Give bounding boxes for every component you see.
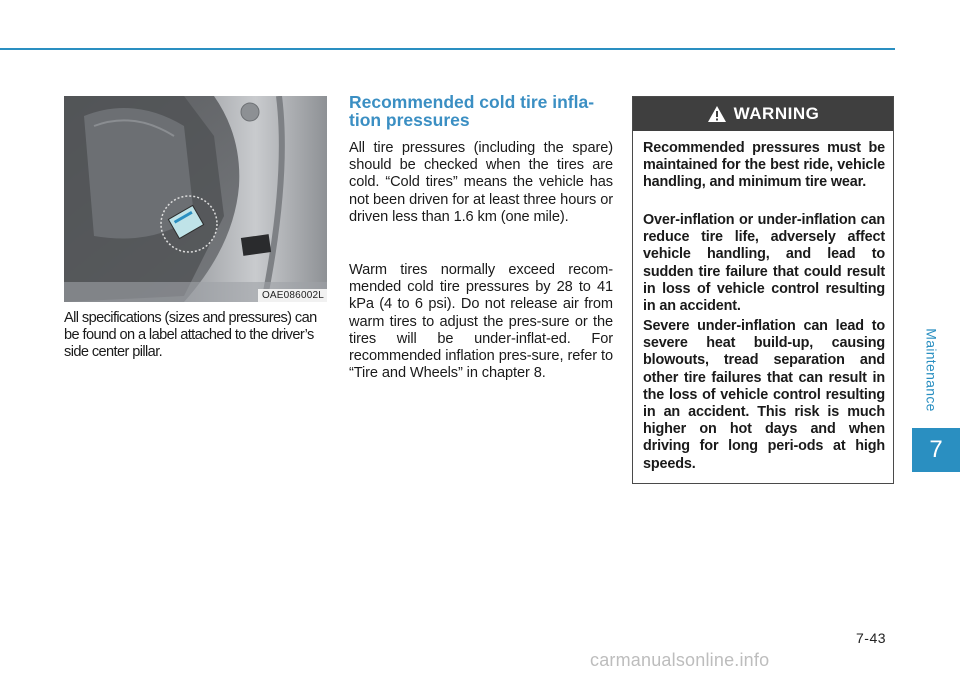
door-pillar-illustration (64, 96, 327, 302)
pillar-label-text: All specifications (sizes and pressures) can be found on a label attached to the driver’s side center pillar. (64, 310, 317, 360)
warning-paragraph-2: Over-inflation or under-inflation can reduce tire life, adversely affect vehicle handling, and lead to sudden tire failure that could result in loss of vehicle control resulting in an accident. (643, 212, 885, 315)
warning-paragraph-3: Severe under-inflation can lead to severe heat build-up, causing blowouts, tread separation and other tire failures that can result in the loss of vehicle control resulting in an accident. This risk is much higher on hot days and when driving for long peri-ods at high speeds. (643, 318, 885, 472)
warning-heading: WARNING (733, 104, 820, 123)
warning-header (633, 97, 893, 131)
photo-code: OAE086002L (258, 289, 327, 302)
section-side-label (914, 315, 950, 425)
body-paragraph-1: All tire pressures (including the spare) should be checked when the tires are cold. “Cold tires” means the vehicle has not been driven for at least three hours or driven less than 1.6 km (one mile). (349, 140, 613, 225)
chapter-tab: 7 (912, 428, 960, 472)
watermark: carmanualsonline.info (590, 650, 770, 670)
body-paragraph-2: Warm tires normally exceed recom-mended cold tire pressures by 28 to 41 kPa (4 to 6 psi). Do not release air from warm tires to adjust the pres-sure or the tires will be under-inflat-ed. For recommended inflation pres-sure, refer to “Tire and Wheels” in chapter 8. (349, 262, 613, 382)
section-label-text: Maintenance (924, 328, 940, 412)
top-rule (0, 48, 895, 50)
page-number: 7-43 (856, 630, 887, 646)
door-pillar-photo (64, 96, 327, 302)
warning-box (632, 96, 894, 484)
section-title: Recommended cold tire infla-tion pressures (349, 92, 595, 130)
warning-triangle-icon (707, 105, 727, 123)
warning-paragraph-1: Recommended pressures must be maintained for the best ride, vehicle handling, and minimum tire wear. (643, 140, 885, 191)
